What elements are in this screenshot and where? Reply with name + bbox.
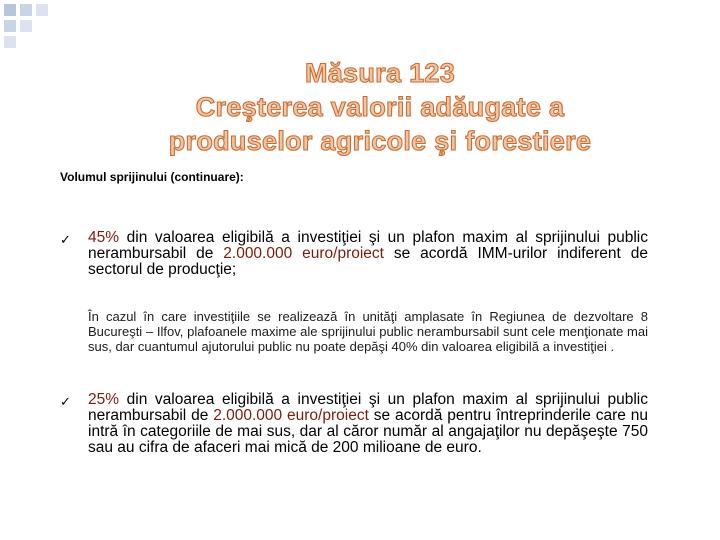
deco-square <box>4 36 16 48</box>
deco-square <box>36 4 48 16</box>
bullet-2-amount: 2.000.000 euro/proiect <box>213 407 369 424</box>
checkmark-icon: ✓ <box>60 394 71 409</box>
bullet-item-2 <box>88 392 648 456</box>
slide-title <box>80 56 680 158</box>
deco-square <box>20 20 32 32</box>
checkmark-icon: ✓ <box>60 232 71 247</box>
bullet-2-percent: 25% <box>88 391 120 408</box>
bullet-1-text-a: din valoarea eligibilă a investiţiei şi un plafon maxim al sprijinului public nerambursabil de <box>88 229 648 262</box>
section-subtitle: Volumul sprijinului (continuare): <box>60 170 244 184</box>
title-line-1: Măsura 123 <box>304 58 456 88</box>
bullet-1-percent: 45% <box>88 229 120 246</box>
deco-square <box>4 4 16 16</box>
bullet-1-amount: 2.000.000 euro/proiect <box>223 245 384 262</box>
decorative-squares <box>0 0 60 50</box>
bullet-2-text-a: din valoarea eligibilă a investiţiei şi un plafon maxim al sprijinului public nerambursabil de <box>88 391 648 424</box>
deco-square <box>20 4 32 16</box>
title-line-3: produselor agricole şi forestiere <box>168 126 592 156</box>
title-line-2: Creşterea valorii adăugate a <box>195 92 565 122</box>
note-paragraph: În cazul în care investiţiile se realizează în unităţi amplasate în Regiunea de dezvoltare 8 Bucureşti – Ilfov, plafoanele maxime ale sprijinului public nerambursabil sunt cele menţionate mai sus, dar cuantumul ajutorului public nu poate depăşi 40% din valoarea eligibilă a investiţiei . <box>88 309 648 354</box>
bullet-2-text-b: se acordă pentru întreprinderile care nu intră în categoriile de mai sus, dar al căror număr al angajaţilor nu depăşeşte 750 sau au cifra de afaceri mai mică de 200 milioane de euro. <box>88 407 648 456</box>
deco-square <box>4 20 16 32</box>
bullet-item-1 <box>88 230 648 278</box>
bullet-1-text-b: se acordă IMM-urilor indiferent de sectorul de producţie; <box>88 245 648 278</box>
